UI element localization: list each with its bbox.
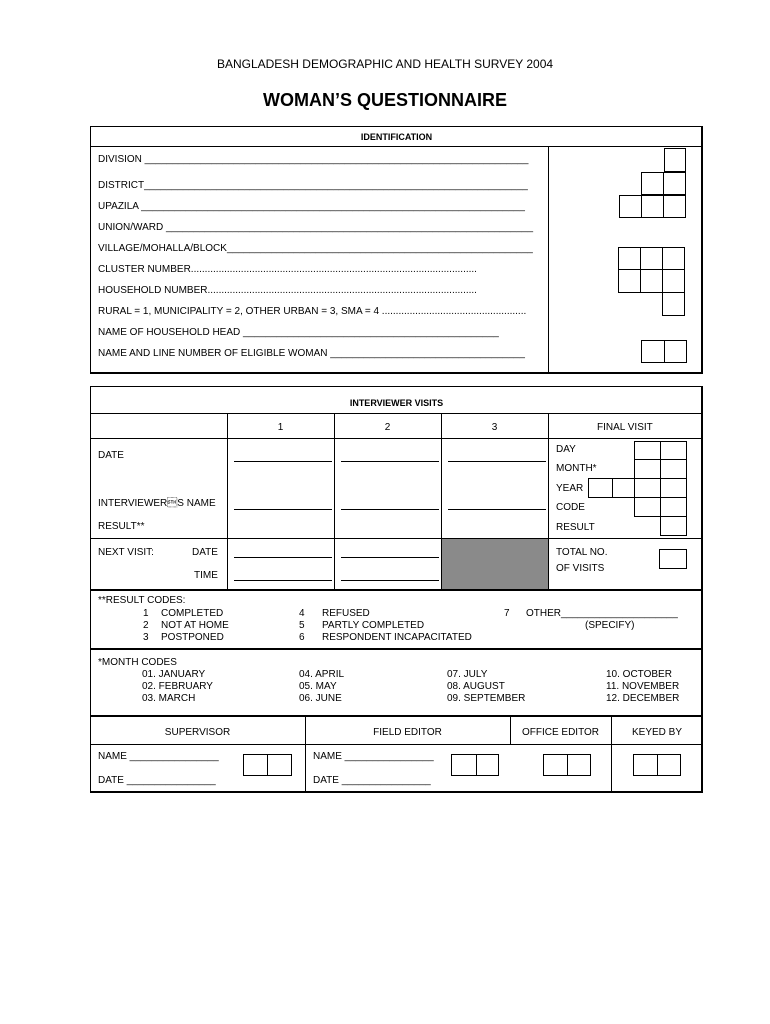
field-editor-code-box[interactable]	[476, 754, 499, 776]
field-editor-name-field[interactable]: NAME ________________	[313, 751, 434, 762]
final-month-box[interactable]	[660, 459, 687, 479]
eligible-woman-field[interactable]: NAME AND LINE NUMBER OF ELIGIBLE WOMAN ___________________________________	[98, 348, 525, 359]
household-head-field[interactable]: NAME OF HOUSEHOLD HEAD ______________________________________________	[98, 327, 499, 338]
upazila-code-box[interactable]	[663, 195, 686, 218]
residence-type-field[interactable]: RURAL = 1, MUNICIPALITY = 2, OTHER URBAN = 3, SMA = 4 ....................................................	[98, 306, 527, 317]
month-code: 07. JULY	[447, 669, 488, 680]
district-code-box[interactable]	[641, 172, 664, 195]
cluster-number-field[interactable]: CLUSTER NUMBER.......................................................................................................	[98, 264, 477, 275]
next-time-1-line[interactable]	[234, 580, 332, 581]
result-code-label: NOT AT HOME	[161, 620, 229, 631]
date-row-label: DATE	[98, 450, 124, 461]
visit-2-header: 2	[384, 422, 391, 433]
household-code-box[interactable]	[662, 269, 685, 293]
result-code-number: 1	[143, 608, 149, 619]
month-code: 12. DECEMBER	[606, 693, 680, 704]
month-code: 09. SEPTEMBER	[447, 693, 526, 704]
final-code-label: CODE	[556, 502, 585, 513]
month-code: 01. JANUARY	[142, 669, 206, 680]
line-number-box[interactable]	[664, 340, 687, 363]
interviewer-name-row-label: INTERVIEWERS NAME	[98, 498, 216, 509]
upazila-code-box[interactable]	[619, 195, 642, 218]
month-code: 11. NOVEMBER	[606, 681, 680, 692]
visit-1-interviewer-line[interactable]	[234, 509, 332, 510]
final-code-box[interactable]	[660, 497, 687, 517]
month-code: 05. MAY	[299, 681, 337, 692]
keyed-by-code-box[interactable]	[633, 754, 658, 776]
next-time-2-line[interactable]	[341, 580, 439, 581]
total-visits-label-1: TOTAL NO.	[556, 547, 608, 558]
residence-code-box[interactable]	[662, 292, 685, 316]
page-title: WOMAN’S QUESTIONNAIRE	[262, 90, 507, 110]
result-code-label: REFUSED	[322, 608, 370, 619]
upazila-code-box[interactable]	[641, 195, 664, 218]
next-date-2-line[interactable]	[341, 557, 439, 558]
visit-1-date-line[interactable]	[234, 461, 332, 462]
result-code-number: 5	[299, 620, 305, 631]
final-year-box[interactable]	[660, 478, 687, 498]
result-row-label: RESULT**	[98, 521, 145, 532]
office-editor-code-box[interactable]	[567, 754, 591, 776]
final-month-box[interactable]	[634, 459, 661, 479]
visit-2-date-line[interactable]	[341, 461, 439, 462]
result-code-label: COMPLETED	[161, 608, 224, 619]
visit-2-interviewer-line[interactable]	[341, 509, 439, 510]
result-code-number: 2	[143, 620, 149, 631]
visit-3-date-line[interactable]	[448, 461, 546, 462]
month-code: 06. JUNE	[299, 693, 342, 704]
final-code-box[interactable]	[634, 497, 661, 517]
specify-label: (SPECIFY)	[585, 620, 635, 631]
month-code: 03. MARCH	[142, 693, 196, 704]
interviewer-visits-heading: INTERVIEWER VISITS	[349, 398, 444, 408]
result-codes-heading: **RESULT CODES:	[98, 595, 186, 606]
final-day-box[interactable]	[634, 441, 661, 460]
final-year-box[interactable]	[588, 478, 613, 498]
district-code-box[interactable]	[663, 172, 686, 195]
month-codes-heading: *MONTH CODES	[98, 657, 177, 668]
result-code-label: PARTLY COMPLETED	[322, 620, 425, 631]
field-editor-date-field[interactable]: DATE ________________	[313, 775, 431, 786]
month-code: 02. FEBRUARY	[142, 681, 213, 692]
supervisor-code-box[interactable]	[243, 754, 268, 776]
final-year-box[interactable]	[612, 478, 635, 498]
upazila-field[interactable]: UPAZILA _____________________________________________________________________	[98, 201, 525, 212]
household-number-field[interactable]: HOUSEHOLD NUMBER.................................................................................................	[98, 285, 477, 296]
final-day-box[interactable]	[660, 441, 687, 460]
next-date-1-line[interactable]	[234, 557, 332, 558]
final-result-label: RESULT	[556, 522, 595, 533]
next-visit-date-label: DATE	[192, 547, 218, 558]
result-code-other[interactable]: OTHER_____________________	[526, 608, 678, 619]
total-visits-box[interactable]	[659, 549, 687, 569]
visit-1-header: 1	[277, 422, 284, 433]
cluster-code-box[interactable]	[618, 247, 641, 270]
supervisor-date-field[interactable]: DATE ________________	[98, 775, 216, 786]
division-field[interactable]: DIVISION _____________________________________________________________________	[98, 154, 529, 165]
month-code: 08. AUGUST	[447, 681, 505, 692]
visit-3-header: 3	[491, 422, 498, 433]
office-editor-header: OFFICE EDITOR	[521, 727, 600, 738]
cluster-code-box[interactable]	[662, 247, 685, 270]
next-visit-label: NEXT VISIT:	[98, 547, 154, 558]
identification-heading: IDENTIFICATION	[360, 132, 433, 142]
final-day-label: DAY	[556, 444, 576, 455]
field-editor-header: FIELD EDITOR	[373, 727, 442, 738]
household-code-box[interactable]	[618, 269, 641, 293]
cluster-code-box[interactable]	[640, 247, 663, 270]
supervisor-name-field[interactable]: NAME ________________	[98, 751, 219, 762]
household-code-box[interactable]	[640, 269, 663, 293]
division-code-box[interactable]	[664, 148, 686, 172]
total-visits-label-2: OF VISITS	[556, 563, 605, 574]
field-editor-code-box[interactable]	[451, 754, 477, 776]
result-code-number: 4	[299, 608, 305, 619]
final-year-box[interactable]	[634, 478, 661, 498]
result-code-number: 3	[143, 632, 149, 643]
village-mohalla-block-field[interactable]: VILLAGE/MOHALLA/BLOCK_______________________________________________________	[98, 243, 533, 254]
supervisor-code-box[interactable]	[267, 754, 292, 776]
office-editor-code-box[interactable]	[543, 754, 568, 776]
keyed-by-code-box[interactable]	[657, 754, 681, 776]
supervisor-header: SUPERVISOR	[164, 727, 231, 738]
month-code: 10. OCTOBER	[606, 669, 672, 680]
month-code: 04. APRIL	[299, 669, 345, 680]
keyed-by-header: KEYED BY	[631, 727, 683, 738]
district-field[interactable]: DISTRICT_____________________________________________________________________	[98, 180, 528, 191]
final-year-label: YEAR	[556, 483, 584, 494]
final-result-box[interactable]	[660, 516, 687, 536]
result-code-number: 6	[299, 632, 305, 643]
line-number-box[interactable]	[641, 340, 665, 363]
final-visit-header: FINAL VISIT	[597, 422, 653, 433]
result-code-label: POSTPONED	[161, 632, 224, 643]
visit-3-interviewer-line[interactable]	[448, 509, 546, 510]
shaded-cell	[442, 539, 548, 589]
next-visit-time-label: TIME	[194, 570, 218, 581]
survey-title: BANGLADESH DEMOGRAPHIC AND HEALTH SURVEY 2004	[216, 57, 554, 71]
result-code-label: RESPONDENT INCAPACITATED	[322, 632, 472, 643]
final-month-label: MONTH*	[556, 463, 597, 474]
union-ward-field[interactable]: UNION/WARD __________________________________________________________________	[98, 222, 534, 233]
result-code-number: 7	[504, 608, 510, 619]
